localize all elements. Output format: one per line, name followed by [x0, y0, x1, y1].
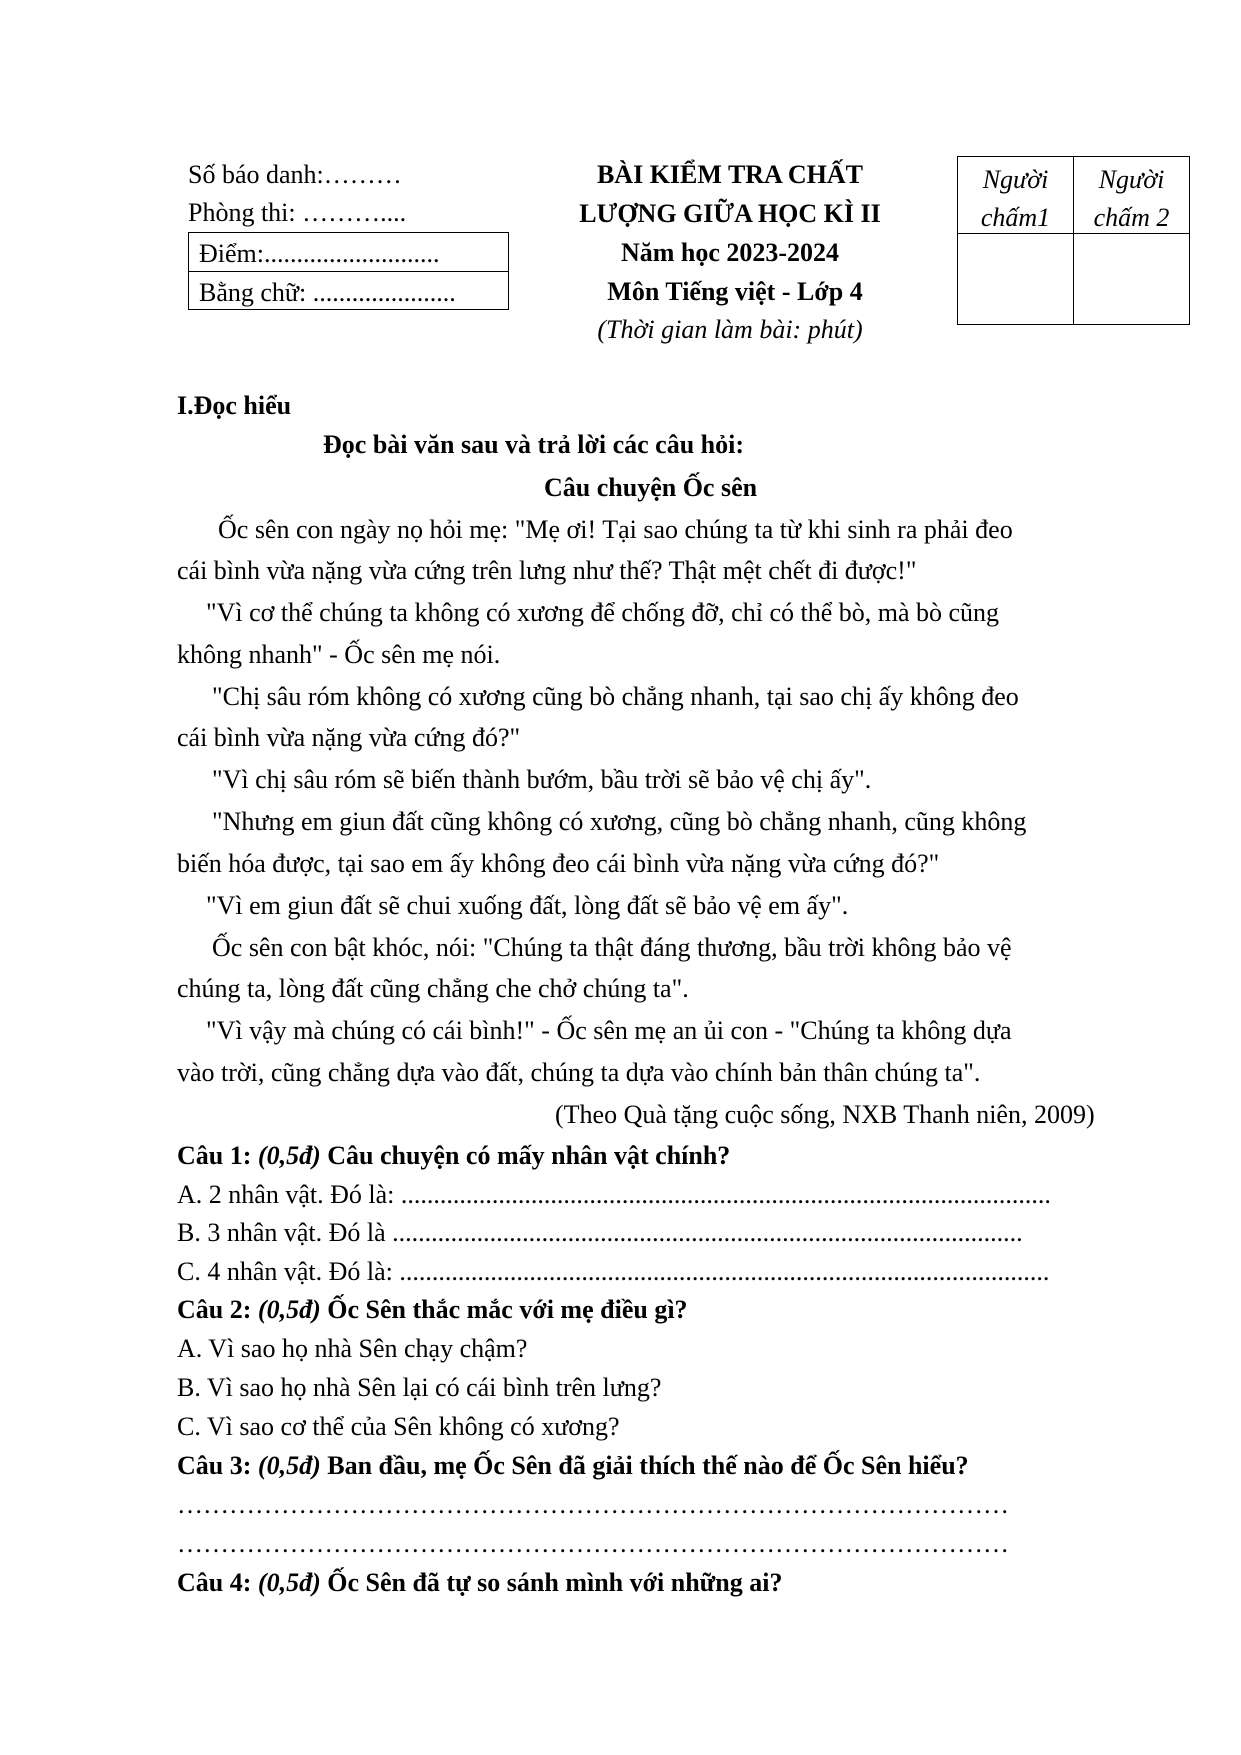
story-line: cái bình vừa nặng vừa cứng trên lưng như thế? Thật mệt chết đi được!" [177, 556, 917, 585]
story-line: Ốc sên con bật khóc, nói: "Chúng ta thật đáng thương, bầu trời không bảo vệ [212, 933, 1012, 962]
section-heading: I.Đọc hiểu [177, 391, 292, 420]
question-1-option-c: C. 4 nhân vật. Đó là: .................................................................................................... [177, 1259, 1050, 1285]
grader-2-header: Người chấm 2 [1093, 165, 1170, 232]
question-2-option-a: A. Vì sao họ nhà Sên chạy chậm? [177, 1334, 528, 1363]
story-line: "Vì chị sâu róm sẽ biến thành bướm, bầu trời sẽ bảo vệ chị ấy". [212, 765, 872, 794]
question-2-option-b: B. Vì sao họ nhà Sên lại có cái bình trên lưng? [177, 1373, 662, 1402]
question-3: Câu 3: (0,5đ) Ban đầu, mẹ Ốc Sên đã giải thích thế nào để Ốc Sên hiểu? [177, 1451, 969, 1480]
question-1-option-b: B. 3 nhân vật. Đó là ................................................................................................. [177, 1220, 1023, 1246]
story-line: biến hóa được, tại sao em ấy không đeo cái bình vừa nặng vừa cứng đó?" [177, 849, 940, 878]
story-line: "Vì em giun đất sẽ chui xuống đất, lòng đất sẽ bảo vệ em ấy". [206, 891, 849, 920]
exam-room-field: Phòng thi: ……….... [188, 198, 407, 227]
exam-title-line1: BÀI KIỂM TRA CHẤT [596, 160, 864, 189]
story-line: chúng ta, lòng đất cũng chẳng che chở chúng ta". [177, 974, 689, 1003]
score-in-words-field: Bằng chữ: ...................... [199, 278, 456, 307]
exam-title-line2: LƯỢNG GIỮA HỌC KÌ II [579, 199, 881, 228]
story-line: Ốc sên con ngày nọ hỏi mẹ: "Mẹ ơi! Tại sao chúng ta từ khi sinh ra phải đeo [218, 515, 1013, 544]
story-title: Câu chuyện Ốc sên [544, 473, 758, 502]
graders-table [957, 156, 1190, 325]
candidate-number-field: Số báo danh:……… [188, 160, 402, 189]
story-line: "Vì vậy mà chúng có cái bình!" - Ốc sên mẹ an ủi con - "Chúng ta không dựa [206, 1016, 1012, 1045]
question-1-option-a: A. 2 nhân vật. Đó là: .................................................................................................... [177, 1182, 1051, 1208]
score-box [188, 232, 509, 310]
instruction-text: Đọc bài văn sau và trả lời các câu hỏi: [323, 430, 745, 459]
story-source: (Theo Quà tặng cuộc sống, NXB Thanh niên, 2009) [555, 1100, 1095, 1129]
score-field: Điểm:........................... [199, 239, 440, 268]
question-4: Câu 4: (0,5đ) Ốc Sên đã tự so sánh mình với những ai? [177, 1568, 783, 1597]
grader-1-header: Người chấm1 [980, 165, 1051, 232]
answer-line: …………………………………………………………………………………… [177, 1492, 1009, 1518]
question-2: Câu 2: (0,5đ) Ốc Sên thắc mắc với mẹ điều gì? [177, 1295, 688, 1324]
story-line: cái bình vừa nặng vừa cứng đó?" [177, 723, 521, 752]
story-line: "Nhưng em giun đất cũng không có xương, cũng bò chẳng nhanh, cũng không [212, 807, 1027, 836]
story-line: vào trời, cũng chẳng dựa vào đất, chúng ta dựa vào chính bản thân chúng ta". [177, 1058, 981, 1087]
school-year: Năm học 2023-2024 [620, 238, 840, 267]
story-line: "Vì cơ thể chúng ta không có xương để chống đỡ, chỉ có thể bò, mà bò cũng [206, 598, 1000, 627]
story-line: không nhanh" - Ốc sên mẹ nói. [177, 640, 501, 669]
question-1: Câu 1: (0,5đ) Câu chuyện có mấy nhân vật chính? [177, 1141, 731, 1170]
time-allowed: (Thời gian làm bài: phút) [597, 315, 863, 344]
story-line: "Chị sâu róm không có xương cũng bò chẳng nhanh, tại sao chị ấy không đeo [212, 682, 1019, 711]
question-2-option-c: C. Vì sao cơ thể của Sên không có xương? [177, 1412, 620, 1441]
answer-line: …………………………………………………………………………………… [177, 1531, 1009, 1557]
subject-grade: Môn Tiếng việt - Lớp 4 [607, 277, 863, 306]
